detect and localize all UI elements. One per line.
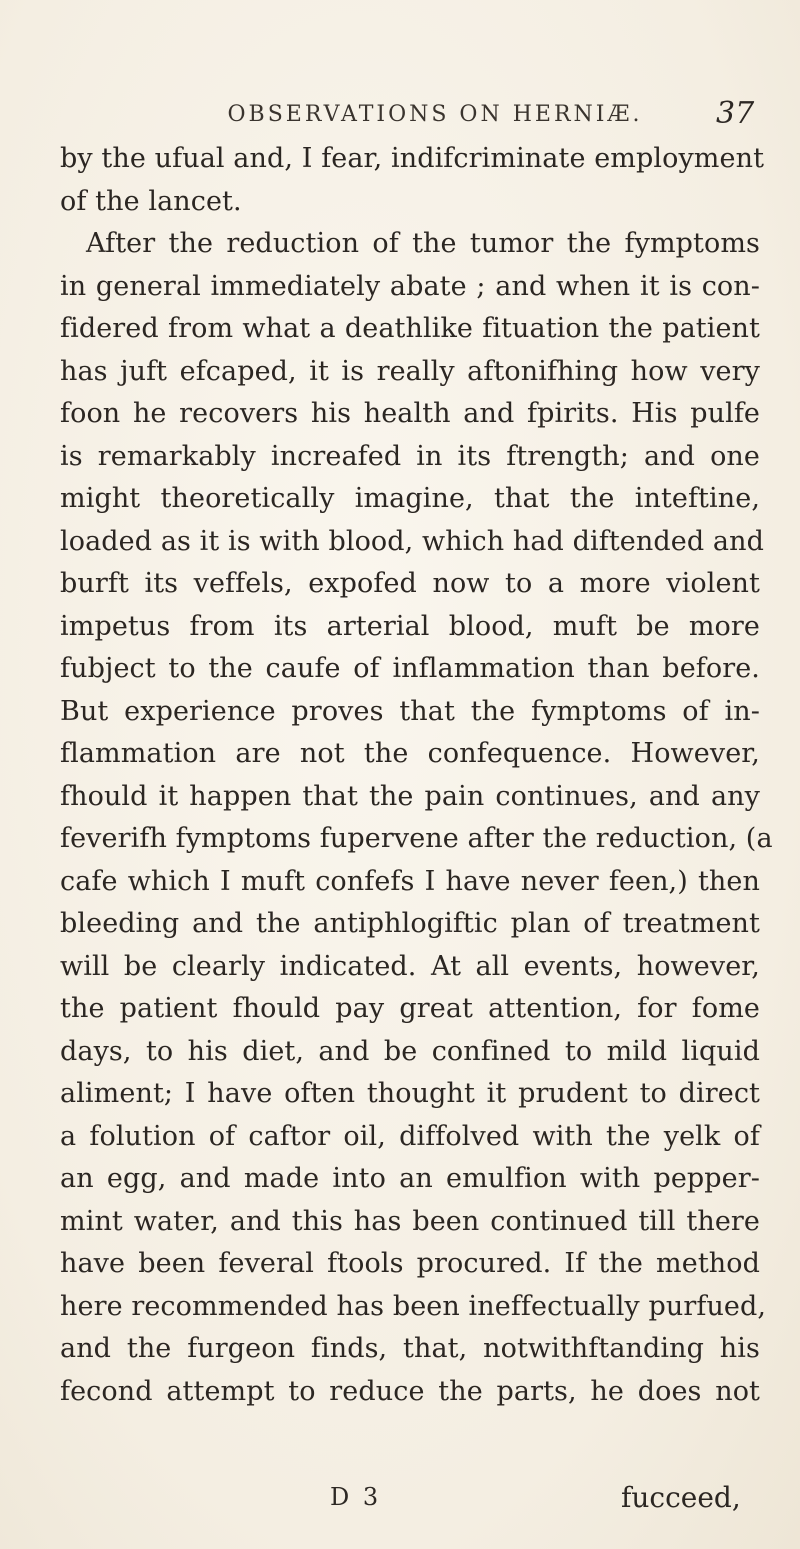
text-line: by the ufual and, I fear, indifcriminate employment xyxy=(60,143,765,174)
running-header: OBSERVATIONS ON HERNIÆ. xyxy=(227,102,643,127)
text-line: might theoretically imagine, that the inteftine, xyxy=(60,483,760,514)
signature-mark: D 3 xyxy=(330,1483,382,1511)
paragraph-start-line: After the reduction of the tumor the fymptoms xyxy=(86,228,760,259)
text-line: fidered from what a deathlike fituation the patient xyxy=(60,313,760,344)
text-line: and the furgeon finds, that, notwithftanding his xyxy=(60,1333,760,1364)
text-line: an egg, and made into an emulfion with pepper- xyxy=(60,1163,760,1194)
catchword: fucceed, xyxy=(621,1481,741,1514)
text-line: of the lancet. xyxy=(60,185,242,217)
text-line: fhould it happen that the pain continues, and any xyxy=(60,780,760,812)
text-line: cafe which I muft confefs I have never feen,) then xyxy=(60,865,760,897)
body-text xyxy=(60,138,773,1413)
text-line: have been feveral ftools procured. If the method xyxy=(60,1248,760,1279)
text-line: in general immediately abate ; and when it is con- xyxy=(60,270,760,302)
text-line: is remarkably increafed in its ftrength; and one xyxy=(60,440,760,472)
text-line: foon he recovers his health and fpirits. His pulfe xyxy=(60,398,760,429)
text-line: impetus from its arterial blood, muft be more xyxy=(60,610,760,642)
text-line: loaded as it is with blood, which had diftended and xyxy=(60,525,764,557)
text-line: days, to his diet, and be confined to mild liquid xyxy=(60,1035,760,1067)
text-line: feverifh fymptoms fupervene after the reduction, (a xyxy=(60,823,773,854)
text-line: fubject to the caufe of inflammation than before. xyxy=(60,653,760,684)
text-line: fecond attempt to reduce the parts, he does not xyxy=(60,1375,760,1407)
text-line: here recommended has been ineffectually purfued, xyxy=(60,1290,767,1322)
text-line: burft its veffels, expofed now to a more violent xyxy=(60,568,760,599)
text-line: will be clearly indicated. At all events, however, xyxy=(60,950,760,982)
text-line: flammation are not the confequence. However, xyxy=(60,738,760,769)
page-footer xyxy=(0,1483,800,1523)
text-line: bleeding and the antiphlogiftic plan of treatment xyxy=(60,908,760,939)
text-line: has juft efcaped, it is really aftonifhing how very xyxy=(60,355,760,387)
text-line: the patient fhould pay great attention, for fome xyxy=(60,993,760,1024)
page-number: 37 xyxy=(716,96,755,131)
text-line: But experience proves that the fymptoms of in- xyxy=(60,695,760,727)
text-line: mint water, and this has been continued till there xyxy=(60,1205,760,1237)
text-line: a folution of caftor oil, diffolved with the yelk of xyxy=(60,1120,760,1152)
text-line: aliment; I have often thought it prudent to direct xyxy=(60,1078,760,1109)
